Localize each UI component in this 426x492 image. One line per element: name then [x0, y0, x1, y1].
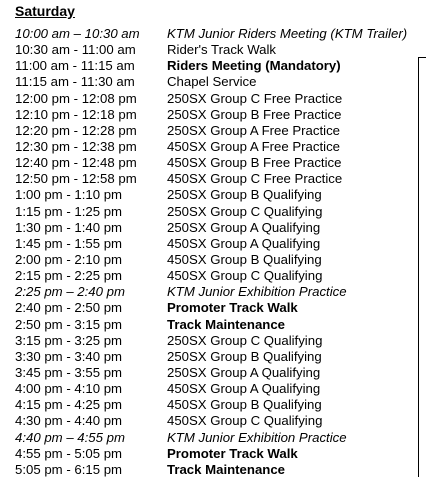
- schedule-event: Promoter Track Walk: [167, 300, 298, 316]
- schedule-time: 12:40 pm - 12:48 pm: [15, 155, 137, 171]
- schedule-row: [15, 155, 426, 171]
- schedule-time: 5:05 pm - 6:15 pm: [15, 461, 123, 477]
- schedule-event: 450SX Group C Qualifying: [167, 413, 323, 429]
- schedule-time: 12:10 pm - 12:18 pm: [15, 106, 137, 122]
- schedule-time: 1:30 pm - 1:40 pm: [15, 219, 123, 235]
- schedule-event: Rider's Track Walk: [167, 42, 277, 58]
- schedule-time: 1:00 pm - 1:10 pm: [15, 187, 123, 203]
- schedule-row: [15, 349, 426, 365]
- schedule-event: Chapel Service: [167, 74, 257, 90]
- schedule-row: [15, 268, 426, 284]
- schedule-event: 250SX Group B Qualifying: [167, 187, 322, 203]
- schedule-row: [15, 236, 426, 252]
- schedule-row: [15, 446, 426, 462]
- schedule-time: 4:30 pm - 4:40 pm: [15, 413, 123, 429]
- schedule-time: 12:00 pm - 12:08 pm: [15, 90, 137, 106]
- schedule-time: 2:50 pm - 3:15 pm: [15, 316, 123, 332]
- schedule-time: 1:15 pm - 1:25 pm: [15, 203, 123, 219]
- schedule-time: 11:15 am - 11:30 am: [15, 74, 135, 90]
- schedule-list: [15, 26, 426, 478]
- schedule-event: Promoter Track Walk: [167, 445, 298, 461]
- schedule-time: 12:20 pm - 12:28 pm: [15, 122, 137, 138]
- schedule-event: KTM Junior Exhibition Practice: [167, 429, 347, 445]
- schedule-row: [15, 284, 426, 300]
- schedule-row: [15, 74, 426, 90]
- schedule-row: [15, 381, 426, 397]
- schedule-event: 450SX Group C Free Practice: [167, 171, 343, 187]
- schedule-row: [15, 123, 426, 139]
- schedule-time: 4:55 pm - 5:05 pm: [15, 445, 123, 461]
- schedule-time: 2:40 pm - 2:50 pm: [15, 300, 123, 316]
- schedule-time: 4:40 pm – 4:55 pm: [15, 429, 125, 445]
- schedule-event: 250SX Group B Qualifying: [167, 348, 322, 364]
- schedule-time: 4:15 pm - 4:25 pm: [15, 397, 123, 413]
- schedule-event: 450SX Group B Qualifying: [167, 251, 322, 267]
- schedule-bracket: [418, 57, 426, 477]
- schedule-row: [15, 462, 426, 478]
- schedule-time: 4:00 pm - 4:10 pm: [15, 381, 123, 397]
- schedule-event: 250SX Group B Free Practice: [167, 106, 342, 122]
- schedule-event: 250SX Group C Free Practice: [167, 90, 343, 106]
- schedule-event: 450SX Group A Qualifying: [167, 235, 321, 251]
- schedule-time: 12:50 pm - 12:58 pm: [15, 171, 137, 187]
- schedule-row: [15, 252, 426, 268]
- schedule-row: [15, 397, 426, 413]
- schedule-row: [15, 300, 426, 316]
- schedule-event: 250SX Group C Qualifying: [167, 332, 323, 348]
- schedule-time: 2:00 pm - 2:10 pm: [15, 251, 123, 267]
- schedule-row: [15, 91, 426, 107]
- schedule-event: 250SX Group A Qualifying: [167, 219, 321, 235]
- schedule-row: [15, 317, 426, 333]
- schedule-time: 1:45 pm - 1:55 pm: [15, 235, 123, 251]
- schedule-row: [15, 107, 426, 123]
- schedule-row: [15, 430, 426, 446]
- schedule-event: 450SX Group A Free Practice: [167, 138, 340, 154]
- schedule-time: 2:25 pm – 2:40 pm: [15, 284, 125, 300]
- schedule-event: Track Maintenance: [167, 316, 286, 332]
- schedule-time: 10:00 am – 10:30 am: [15, 26, 140, 41]
- schedule-row: [15, 42, 426, 58]
- schedule-event: 250SX Group A Free Practice: [167, 122, 340, 138]
- schedule-time: 3:45 pm - 3:55 pm: [15, 364, 123, 380]
- schedule-row: [15, 204, 426, 220]
- schedule-time: 11:00 am - 11:15 am: [15, 58, 135, 74]
- schedule-event: 450SX Group A Qualifying: [167, 381, 321, 397]
- schedule-time: 10:30 am - 11:00 am: [15, 42, 136, 58]
- schedule-event: 450SX Group B Free Practice: [167, 155, 342, 171]
- schedule-event: 250SX Group C Qualifying: [167, 203, 323, 219]
- schedule-row: [15, 413, 426, 429]
- schedule-event: Track Maintenance: [167, 461, 286, 477]
- schedule-time: 3:15 pm - 3:25 pm: [15, 332, 123, 348]
- day-heading: Saturday: [15, 3, 75, 19]
- schedule-row: [15, 58, 426, 74]
- schedule-event: 450SX Group B Qualifying: [167, 397, 322, 413]
- schedule-event: 450SX Group C Qualifying: [167, 268, 323, 284]
- schedule-row: [15, 187, 426, 203]
- schedule-event: Riders Meeting (Mandatory): [167, 58, 341, 74]
- schedule-time: 3:30 pm - 3:40 pm: [15, 348, 123, 364]
- schedule-row: [15, 365, 426, 381]
- schedule-event: 250SX Group A Qualifying: [167, 364, 321, 380]
- schedule-event: KTM Junior Riders Meeting (KTM Trailer): [167, 26, 408, 41]
- schedule-time: 12:30 pm - 12:38 pm: [15, 138, 137, 154]
- schedule-time: 2:15 pm - 2:25 pm: [15, 268, 123, 284]
- schedule-row: [15, 26, 426, 42]
- schedule-row: [15, 220, 426, 236]
- schedule-event: KTM Junior Exhibition Practice: [167, 284, 347, 300]
- schedule-row: [15, 139, 426, 155]
- schedule-row: [15, 333, 426, 349]
- schedule-row: [15, 171, 426, 187]
